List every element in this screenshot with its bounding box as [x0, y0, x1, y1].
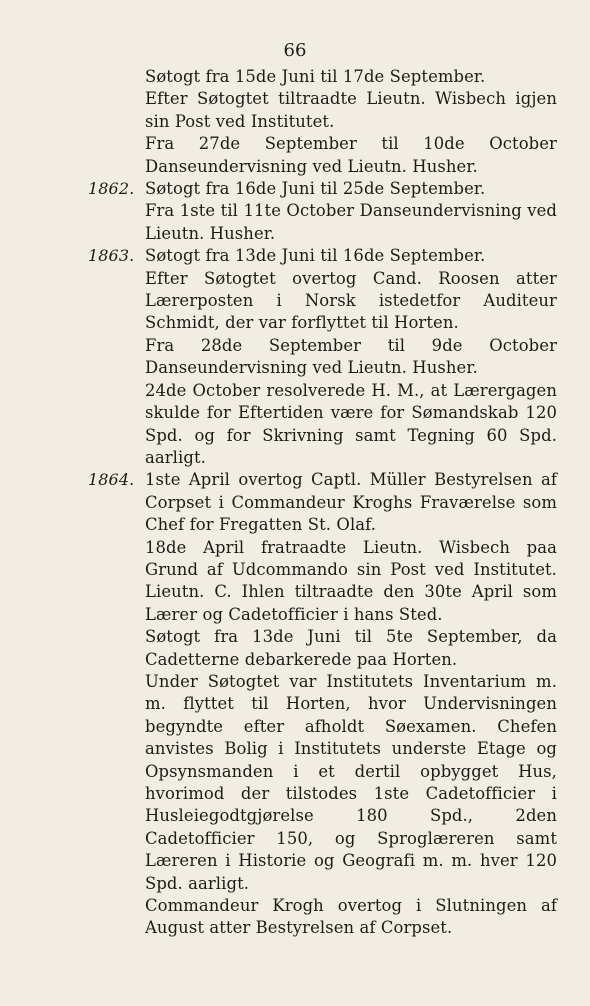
paragraph: Commandeur Krogh overtog i Slutningen af August atter Bestyrelsen af Corpset. — [145, 896, 557, 938]
page-content — [88, 66, 557, 940]
paragraph: Efter Søtogtet overtog Cand. Roosen atter Lærerposten i Norsk istedetfor Auditeur Schmidt, der var forflyttet til Horten. — [145, 268, 557, 333]
paragraph: 1ste April overtog Captl. Müller Bestyrelsen af Corpset i Commandeur Kroghs Fraværelse som Chef for Fregatten St. Olaf. — [145, 470, 557, 535]
paragraph: Søtogt fra 16de Juni til 25de September. — [145, 179, 486, 199]
entry-1863 — [88, 245, 557, 469]
year-label: 1863. — [88, 246, 135, 266]
page-number: 66 — [283, 40, 307, 61]
year-label: 1864. — [88, 470, 135, 490]
paragraph: Efter Søtogtet tiltraadte Lieutn. Wisbech igjen sin Post ved Institutet. — [145, 89, 557, 131]
year-label: 1862. — [88, 179, 135, 199]
paragraph: Fra 27de September til 10de October Danseundervisning ved Lieutn. Husher. — [145, 134, 557, 176]
paragraph: Søtogt fra 13de Juni til 5te September, da Cadetterne debarkerede paa Horten. — [145, 627, 557, 669]
entry-1862 — [88, 178, 557, 245]
paragraph: Søtogt fra 13de Juni til 16de September. — [145, 246, 486, 266]
entry-continued — [145, 66, 557, 178]
paragraph: Under Søtogtet var Institutets Inventarium m. m. flyttet til Horten, hvor Undervisningen begyndte efter afholdt Søexamen. Chefen anvistes Bolig i Institutets underste Etage og Opsynsmanden i et dertil opbygget Hus, hvorimod der tilstodes 1ste Cadetofficier i Husleiegodtgjørelse 180 Spd., 2den Cadetofficier 150, og Sproglæreren samt Læreren i Historie og Geografi m. m. hver 120 Spd. aarligt. — [145, 671, 557, 893]
entry-1864 — [88, 469, 557, 940]
paragraph: Søtogt fra 15de Juni til 17de September. — [145, 67, 486, 86]
paragraph: 24de October resolverede H. M., at Lærergagen skulde for Eftertiden være for Sømandskab 120 Spd. og for Skrivning samt Tegning 60 Spd. aarligt. — [145, 380, 557, 467]
paragraph: Fra 1ste til 11te October Danseundervisning ved Lieutn. Husher. — [145, 201, 557, 243]
paragraph: Fra 28de September til 9de October Danseundervisning ved Lieutn. Husher. — [145, 335, 557, 378]
paragraph: 18de April fratraadte Lieutn. Wisbech paa Grund af Udcommando sin Post ved Institutet. Lieutn. C. Ihlen tiltraadte den 30te April som Lærer og Cadetofficier i hans Sted. — [145, 537, 557, 624]
